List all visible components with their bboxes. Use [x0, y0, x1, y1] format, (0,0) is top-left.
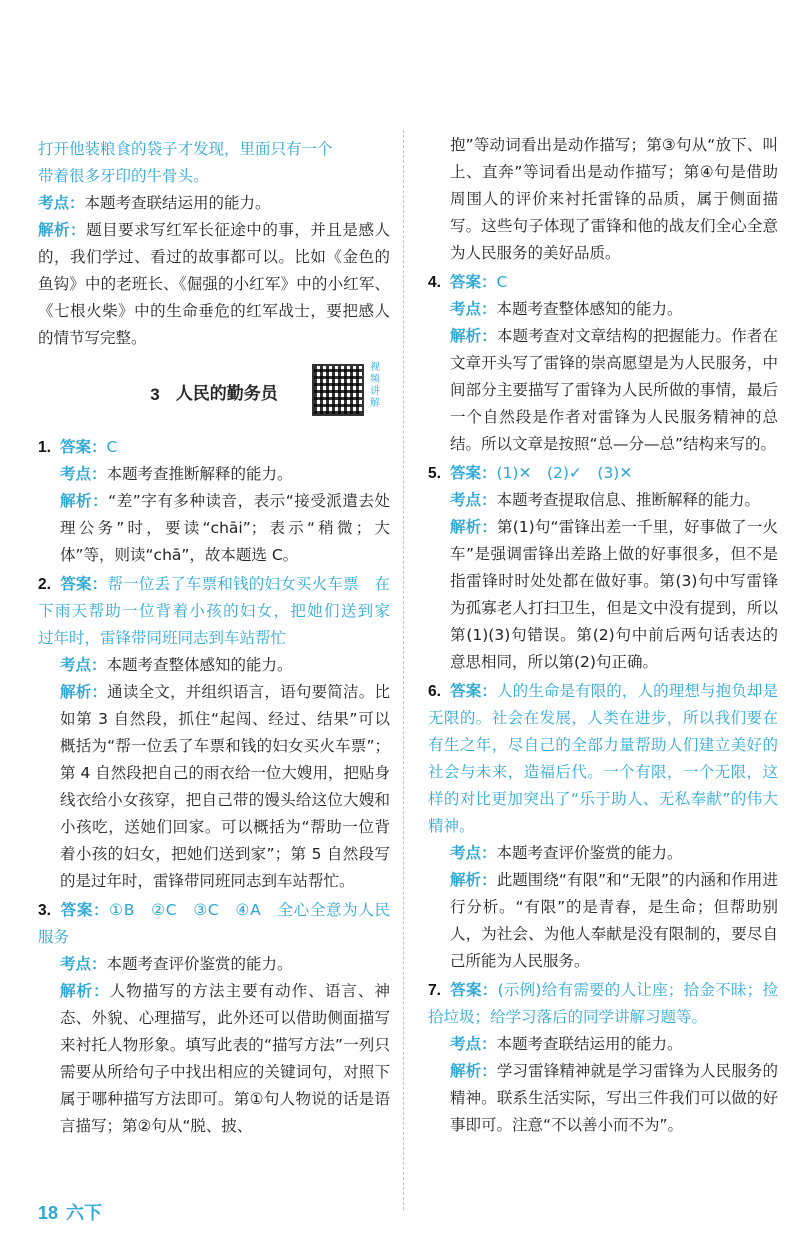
jiexi-row: 解析：第(1)句“雷锋出差一千里，好事做了一火车”是强调雷锋出差路上做的好事很多，但不是指雷锋时时处处都在做好事。第(3)句中写雷锋为孤寡老人打扫卫生，但是文中没有提到，所以第(1)(3)句错误。第(2)句中前后两句话表达的意思相同，所以第(2)句正确。 — [450, 518, 778, 671]
jiexi-row: 解析：本题考查对文章结构的把握能力。作者在文章开头写了雷锋的崇高愿望是为人民服务，中间部分主要描写了雷锋为人民所做的事情，最后一个自然段是作者对雷锋为人民服务精神的总结。所以文章是按照“总—分—总”结构来写的。 — [450, 327, 778, 453]
jiexi-row: 解析：通读全文，并组织语言，语句要简洁。比如第 3 自然段，抓住“起闯、经过、结果”可以概括为“帮一位丢了车票和钱的妇女买火车票”；第 4 自然段把自己的雨衣给一位大嫂用，把贴身线衣给小女孩穿，把自己带的馒头给这位大嫂和小孩吃，送她们回家。可以概括为“帮助一位背着小孩的妇女，把她们送到家”；第 5 自然段写的是过年时，雷锋带同班同志到车站帮忙。 — [60, 683, 390, 890]
column-divider — [403, 130, 404, 1210]
question-6 — [428, 678, 778, 975]
left-column — [38, 136, 406, 1140]
kaodian-row: 考点：本题考查整体感知的能力。 — [60, 656, 293, 674]
section-heading — [38, 358, 390, 430]
continued-analysis: 抱”等动词看出是动作描写；第③句从“放下、叫上、直奔”等词看出是动作描写；第④句是借助周围人的评价来衬托雷锋的品质，属于侧面描写。这些句子体现了雷锋和他的战友们全心全意为人民服务的美好品质。 — [450, 136, 778, 262]
right-column — [428, 132, 778, 1139]
kaodian-row: 考点：本题考查评价鉴赏的能力。 — [60, 955, 293, 973]
question-4 — [428, 269, 778, 458]
jiexi-row: 解析：学习雷锋精神就是学习雷锋为人民服务的精神。联系生活实际，写出三件我们可以做的好事即可。注意“不以善小而不为”。 — [450, 1062, 778, 1134]
page-number: 18 — [38, 1203, 59, 1223]
question-2 — [38, 571, 406, 895]
answer-row: 3. 答案：①B ②C ③C ④A 全心全意为人民服务 — [38, 901, 390, 946]
answer-row: 1. 答案：C — [38, 438, 118, 456]
jiexi-row: 解析：题目要求写红军长征途中的事，并且是感人的，我们学过、看过的故事都可以。比如《金色的鱼钩》中的老班长、《倔强的小红军》中的小红军、《七根火柴》中的生命垂危的红军战士，要把感人的情节写完整。 — [38, 221, 390, 347]
answer-row: 6. 答案：人的生命是有限的，人的理想与抱负却是无限的。社会在发展，人类在进步，所以我们要在有生之年，尽自己的全部力量帮助人们建立美好的社会与未来，造福后代。一个有限，一个无限，这样的对比更加突出了“乐于助人、无私奉献”的伟大精神。 — [428, 682, 778, 835]
kaodian-row: 考点：本题考查联结运用的能力。 — [450, 1035, 683, 1053]
grade-label: 六下 — [66, 1203, 103, 1223]
question-7 — [428, 977, 778, 1139]
answer-row: 2. 答案：帮一位丢了车票和钱的妇女买火车票 在下雨天帮助一位背着小孩的妇女，把她们送到家 过年时，雷锋带同班同志到车站帮忙 — [38, 575, 406, 647]
jiexi-row: 解析：“差”字有多种读音，表示“接受派遣去处理公务”时，要读“chāi”；表示“稍微；大体”等，则读“chā”，故本题选 C。 — [60, 492, 390, 564]
section-number: 3 — [150, 384, 160, 404]
qr-label: 视频讲解 — [370, 362, 380, 409]
section-title: 人民的勤务员 — [175, 383, 278, 404]
answer-row: 4. 答案：C — [428, 273, 508, 291]
question-5 — [428, 460, 778, 676]
kaodian-row: 考点：本题考查整体感知的能力。 — [450, 300, 683, 318]
kaodian-row: 考点：本题考查提取信息、推断解释的能力。 — [450, 491, 761, 509]
kaodian-row: 考点：本题考查联结运用的能力。 — [38, 194, 271, 212]
jiexi-row: 解析：人物描写的方法主要有动作、语言、神态、外貌、心理描写，此外还可以借助侧面描写来衬托人物形象。填写此表的“描写方法”一列只需要从所给句子中找出相应的关键词句，对照下属于哪种描写方法即可。第①句人物说的话是语言描写；第②句从“脱、披、 — [60, 982, 390, 1135]
page-footer — [38, 1200, 110, 1227]
question-3 — [38, 897, 390, 1140]
kaodian-row: 考点：本题考查评价鉴赏的能力。 — [450, 844, 683, 862]
jiexi-row: 解析：此题围绕“有限”和“无限”的内涵和作用进行分析。“有限”的是青春，是生命；但帮助别人，为社会、为他人奉献是没有限制的，要尽自己所能为人民服务。 — [450, 871, 778, 970]
answer-row: 5. 答案：(1)✕ (2)✓ (3)✕ — [428, 464, 633, 482]
continued-answer-line: 带着很多牙印的牛骨头。 — [38, 167, 209, 185]
continued-answer-line: 打开他装粮食的袋子才发现，里面只有一个 — [38, 140, 333, 158]
qr-code-icon[interactable] — [312, 364, 364, 416]
kaodian-row: 考点：本题考查推断解释的能力。 — [60, 465, 293, 483]
answer-row: 7. 答案：(示例)给有需要的人让座；拾金不昧；捡拾垃圾；给学习落后的同学讲解习题等。 — [428, 981, 778, 1026]
question-1 — [38, 434, 390, 569]
